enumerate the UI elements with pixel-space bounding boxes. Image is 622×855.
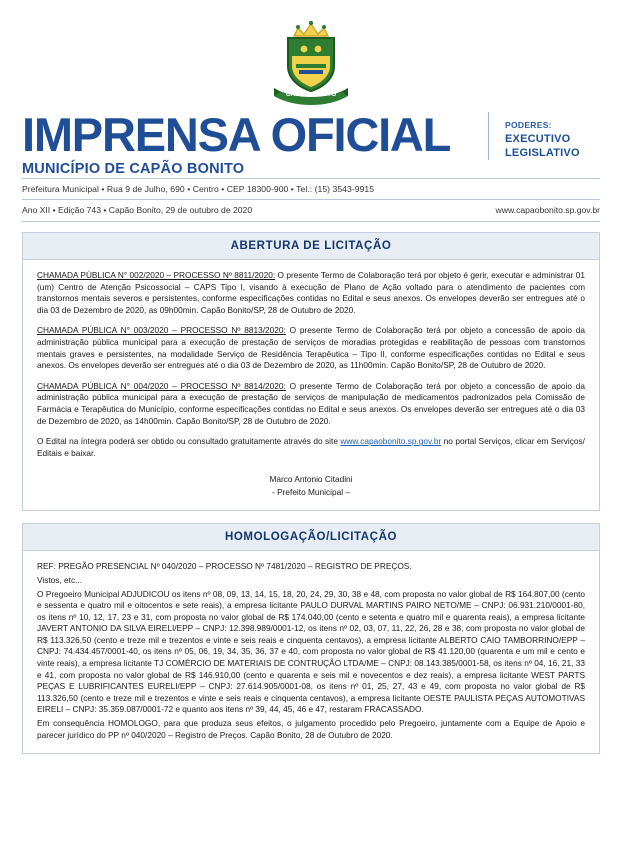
page-title: IMPRENSA OFICIAL bbox=[22, 108, 451, 161]
signature-name: Marco Antonio Citadini bbox=[269, 474, 353, 485]
svg-text:CAPÃO BONITO: CAPÃO BONITO bbox=[285, 91, 337, 98]
powers-label: PODERES: bbox=[505, 120, 552, 130]
paragraph bbox=[37, 270, 585, 316]
powers-block bbox=[488, 112, 600, 160]
chamada-publica-003-label: CHAMADA PÚBLICA N° 003/2020 – PROCESSO Nº 8813/2020: bbox=[37, 325, 286, 336]
divider-bottom bbox=[22, 221, 600, 222]
chamada-publica-004-text: O presente Termo de Colaboração terá por objeto a concessão de apoio da administração pública municipal para a execução de prestação de serviços de manipulação de medicamentos padronizados pela Comissão de Farmácia e Terapêutica do Município, conforme especificações contidas no Edital e seus anexos. Os envelopes deverão ser entregues até o dia 03 de Dezembro de 2020, as 14h00min. Capão Bonito/SP, 28 de Outubro de 2020. bbox=[37, 380, 585, 426]
section-body bbox=[23, 260, 599, 510]
meta-line bbox=[22, 200, 600, 221]
title-row bbox=[22, 108, 600, 177]
adjudicacao-paragraph: O Pregoeiro Municipal ADJUDICOU os itens nº 08, 09, 13, 14, 15, 18, 20, 24, 29, 30, 38 e 48, com proposta no valor global de R$ 164.807,00 (cento e sessenta e quatro mil e oitocentos e sete reais), a empresa licitante PAULO DURVAL MARTINS PAIRO NETO/ME – CNPJ: 06.931.210/0001-80, os itens nº 10, 12, 17, 23 e 31, com proposta no valor global de R$ 174.040,00 (cento e setenta e quatro mil e quarenta reais), a empresa licitante JAVERT ANTONIO DA SILVA EIRELI/EPP – CNPJ: 12.398.989/0001-12, os itens nº 02, 03, 07, 11, 22, 26, 28 e 38, com proposta no valor global de R$ 113.326,50 (cento e treze mil e trezentos e vinte e seis reais e cinquenta centavos), a empresa licitante ALBERTO CAIO TAMBORRINO/EPP – CNPJ: 74.434.457/0001-40, os itens nº 05, 06, 19, 34, 35, 36, 37 e 40, com proposta no valor global de R$ 41.120,00 (quarenta e um mil e cento e vinte reais), a empresa licitante TJ COMÉRCIO DE MATERIAIS DE CONTRUÇÃO LTDA/ME – CNPJ: 08.143.385/0001-58, os itens nº 04, 16, 21, 33 e 41, com proposta no valor global de R$ 146.910,00 (cento e quarenta e seis mil e novecentos e dez reais), a empresa licitante WEST PARTS PEÇAS E LUBRIFICANTES EURELI/EPP – CNPJ: 27.614.905/0001-08, os itens nº 01, 25, 27, 43 e 49, com proposta no valor global de R$ 113.326,50 (cento e treze mil e trezentos e vinte e seis reais e cinquenta centavos), a empresa licitante OESTE PAULISTA PEÇAS AUTOMOTIVAS EIRELI – CNPJ: 35.359.087/0001-72 e quanto aos itens nº 39, 44, 45, 46 e 47, restaram FRACASSADO. bbox=[37, 588, 585, 715]
page-subtitle: MUNICÍPIO DE CAPÃO BONITO bbox=[22, 161, 245, 177]
chamada-publica-004-label: CHAMADA PÚBLICA N° 004/2020 – PROCESSO Nº 8814/2020: bbox=[37, 380, 286, 391]
power-legislativo: LEGISLATIVO bbox=[505, 147, 580, 159]
masthead bbox=[22, 0, 600, 178]
section-abertura-licitacao bbox=[22, 232, 600, 511]
paragraph bbox=[37, 381, 585, 427]
section-title: HOMOLOGAÇÃO/LICITAÇÃO bbox=[23, 524, 599, 551]
paragraph bbox=[37, 325, 585, 371]
edital-site-link[interactable]: www.capaobonito.sp.gov.br bbox=[340, 436, 442, 447]
paragraph-edital bbox=[37, 436, 585, 459]
vistos-line: Vistos, etc... bbox=[37, 574, 83, 585]
address-line: Prefeitura Municipal • Rua 9 de Julho, 690 • Centro • CEP 18300-900 • Tel.: (15) 3543-9915 bbox=[22, 184, 375, 194]
ref-line: REF: PREGÃO PRESENCIAL Nº 040/2020 – PROCESSO Nº 7481/2020 – REGISTRO DE PREÇOS. bbox=[37, 561, 412, 572]
section-title: ABERTURA DE LICITAÇÃO bbox=[23, 233, 599, 260]
edital-pre-link: O Edital na íntegra poderá ser obtido ou consultado gratuitamente através do site bbox=[37, 436, 341, 447]
homologacao-paragraph: Em consequência HOMOLOGO, para que produza seus efeitos, o julgamento procedido pelo Pregoeiro, juntamente com a Equipe de Apoio e parecer jurídico do PP nº 040/2020 – Registro de Preços. Capão Bonito, 28 de Outubro de 2020. bbox=[37, 718, 585, 740]
signature-block bbox=[37, 473, 585, 498]
chamada-publica-002-text: O presente Termo de Colaboração terá por objeto é gerir, executar e administrar 01 (um) Centro de Atenção Psicossocial – CAPS Tipo I, visando à execução de Plano de Ação voltado para o atendimento de pacientes com transtornos mentais severos e persistentes, conforme especificações contidas no Edital e seus anexos. Os envelopes deverão ser entregues até o dia 03 de Dezembro de 2020, as 09h00min. Capão Bonito/SP, 28 de Outubro de 2020. bbox=[37, 270, 585, 315]
website-link[interactable]: www.capaobonito.sp.gov.br bbox=[495, 205, 600, 215]
section-homologacao-licitacao bbox=[22, 523, 600, 754]
edital-post-link: no portal Serviços, clicar em Serviços/ Editais e baixar. bbox=[37, 436, 585, 458]
chamada-publica-002-label: CHAMADA PÚBLICA N° 002/2020 – PROCESSO Nº 8811/2020: bbox=[37, 270, 276, 280]
signature-role: - Prefeito Municipal – bbox=[272, 487, 350, 498]
chamada-publica-003-text: O presente Termo de Colaboração terá por objeto a concessão de apoio da administração pública municipal para a execução de prestação de serviços de moradias protegidas e reabilitação de pessoas com transtornos mentais graves e persistentes, na modalidade Serviço de Residência Terapêutica – Tipo II, conforme especificações contidas no Edital e seus anexos. Os envelopes deverão ser entregues até o dia 03 de Dezembro de 2020, as 11h00min. Capão Bonito/SP, 28 de Outubro de 2020. bbox=[37, 325, 585, 371]
section-body bbox=[23, 551, 599, 753]
power-executivo: EXECUTIVO bbox=[505, 133, 571, 145]
coat-of-arms-icon bbox=[268, 16, 354, 108]
edition-line: Ano XII • Edição 743 • Capão Bonito, 29 de outubro de 2020 bbox=[22, 205, 253, 215]
title-block bbox=[22, 108, 474, 177]
